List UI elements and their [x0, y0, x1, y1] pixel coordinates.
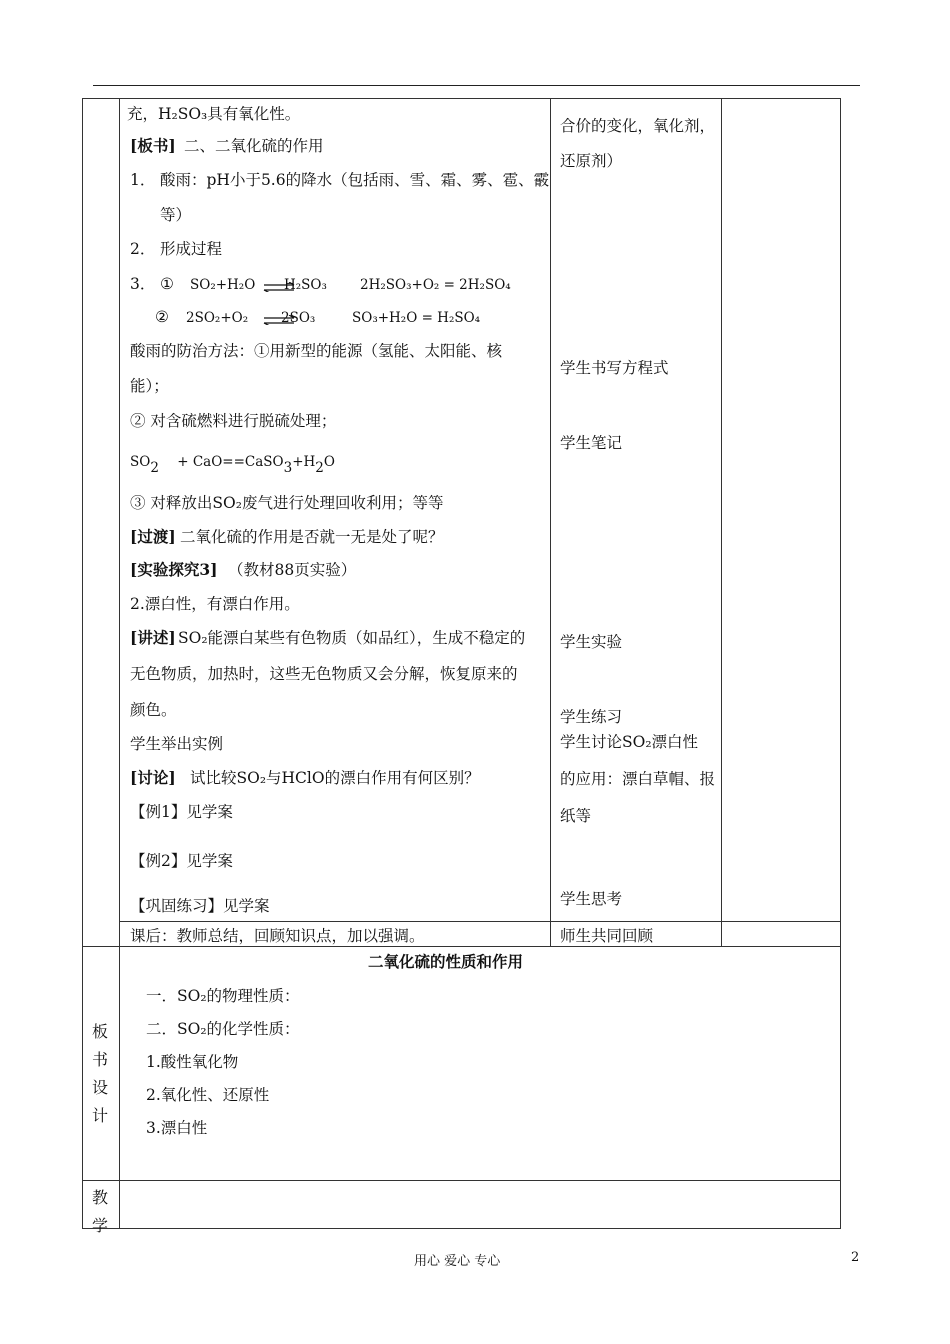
equation-line: [130, 452, 335, 476]
student-line: 学生思考: [560, 890, 623, 908]
text-line: 【例1】见学案: [130, 803, 233, 821]
board-item: 1.酸性氧化物: [146, 1053, 239, 1071]
tag-board: [板书]: [130, 136, 176, 155]
student-line: 还原剂）: [560, 152, 623, 170]
student-line: 纸等: [560, 807, 592, 825]
row-divider-3: [82, 1180, 841, 1181]
equation-term: SO: [130, 454, 151, 470]
board-item: 3.漂白性: [146, 1119, 208, 1137]
text-line: 等）: [160, 206, 192, 224]
tag-discussion: [讨论]: [130, 768, 176, 787]
text-line: 充，H₂SO₃具有氧化性。: [127, 105, 301, 123]
equation-term: H₂SO₃: [284, 277, 327, 293]
equation-subscript: 2: [150, 460, 159, 476]
equation-term: SO₃+H₂O = H₂SO₄: [352, 310, 481, 326]
col-divider-2: [550, 98, 551, 947]
text-line: （教材88页实验）: [228, 561, 357, 579]
footer-slogan: 用心 爱心 专心: [414, 1254, 501, 1269]
student-line: 师生共同回顾: [560, 927, 654, 945]
list-num: 3．: [130, 275, 156, 293]
row-divider-1: [119, 921, 841, 922]
text-line: SO₂能漂白某些有色物质（如品红），生成不稳定的: [178, 629, 526, 647]
text-line: 形成过程: [160, 240, 223, 258]
text-line: 酸雨的防治方法：①用新型的能源（氢能、太阳能、核: [130, 342, 503, 360]
page-number: 2: [851, 1250, 860, 1265]
text-line: 二、二氧化硫的作用: [184, 137, 324, 155]
row-divider-2: [82, 946, 841, 947]
header-rule: [93, 85, 860, 86]
tag-lecture: [讲述]: [130, 628, 176, 647]
text-line: 能）；: [130, 377, 169, 395]
text-line: 酸雨：pH小于5.6的降水（包括雨、雪、霜、雾、雹、霰: [160, 171, 550, 189]
circle-num: ②: [155, 308, 169, 326]
student-line: 学生书写方程式: [560, 359, 669, 377]
equation-term: O: [323, 454, 335, 470]
text-line: ③ 对释放出SO₂废气进行处理回收利用；等等: [130, 494, 444, 512]
board-title: 二氧化硫的性质和作用: [368, 952, 524, 971]
board-item: 一．SO₂的物理性质：: [146, 987, 300, 1005]
equation-term: 2SO₂+O₂: [186, 310, 249, 326]
equation-term: +H: [292, 454, 316, 470]
board-section-label: 板书设计: [91, 1022, 108, 1125]
list-num: 2．: [130, 240, 156, 258]
text-line: 无色物质，加热时，这些无色物质又会分解，恢复原来的: [130, 665, 518, 683]
col-divider-3: [721, 98, 722, 947]
student-line: 合价的变化，氧化剂，: [560, 117, 716, 135]
text-line: 试比较SO₂与HClO的漂白作用有何区别？: [190, 769, 480, 787]
text-line: 【巩固练习】见学案: [130, 897, 270, 915]
student-line: 学生讨论SO₂漂白性: [560, 733, 699, 751]
text-line: 学生举出实例: [130, 735, 224, 753]
text-line: 二氧化硫的作用是否就一无是处了呢？: [180, 528, 444, 546]
student-line: 学生练习: [560, 708, 623, 726]
student-line: 学生实验: [560, 633, 623, 651]
equation-term: 2H₂SO₃+O₂ = 2H₂SO₄: [360, 277, 511, 293]
equation-term: 2SO₃: [281, 310, 316, 326]
text-line: 2.漂白性，有漂白作用。: [130, 595, 300, 613]
equation-subscript: 2: [315, 460, 324, 476]
equation-term: + CaO==CaSO: [177, 454, 284, 470]
text-line: 课后：教师总结，回顾知识点，加以强调。: [130, 927, 425, 945]
text-line: 【例2】见学案: [130, 852, 233, 870]
text-line: 颜色。: [130, 701, 177, 719]
board-item: 2.氧化性、还原性: [146, 1086, 270, 1104]
col-divider-1: [119, 98, 120, 1229]
teaching-section-label: 教学: [91, 1188, 108, 1235]
student-line: 的应用：漂白草帽、报: [560, 770, 716, 788]
circle-num: ①: [160, 275, 174, 293]
board-item: 二．SO₂的化学性质：: [146, 1020, 300, 1038]
list-num: 1．: [130, 171, 156, 189]
tag-transition: [过渡]: [130, 527, 176, 546]
equation-subscript: 3: [283, 460, 293, 476]
text-line: ② 对含硫燃料进行脱硫处理；: [130, 412, 337, 430]
student-line: 学生笔记: [560, 434, 623, 452]
equation-term: SO₂+H₂O: [190, 277, 256, 293]
tag-experiment: [实验探究3]: [130, 560, 218, 579]
